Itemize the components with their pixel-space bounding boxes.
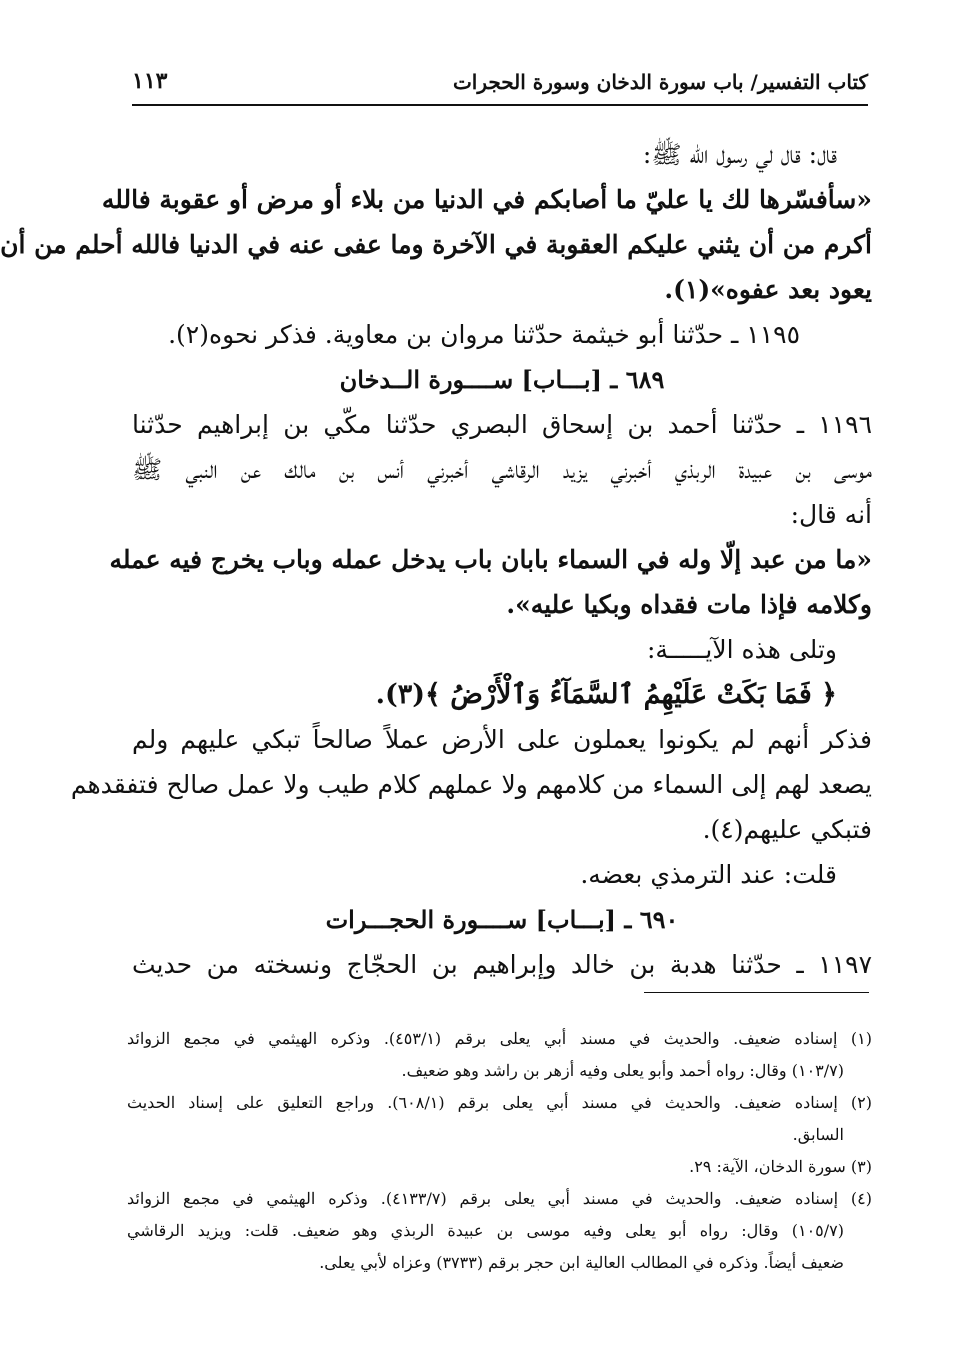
text-line: موسى بن عبيدة الربذي أخبرني يزيد الرقاشي أخبرني أنس بن مالك عن النبي ﷺ bbox=[132, 455, 872, 484]
footnote-separator bbox=[644, 992, 869, 993]
footnote-2-continuation: السابق. bbox=[792, 1125, 844, 1144]
footnote-1-continuation: (١٠٣/٧) وقال: رواه أحمد وأبو يعلى وفيه أزهر بن راشد وهو ضعيف. bbox=[401, 1061, 844, 1080]
section-heading-690: ٦٩٠ ـ [بـــاب] ســــورة الحجـــرات bbox=[325, 905, 679, 934]
text-line: وتلى هذه الآيـــــة: bbox=[646, 635, 837, 664]
running-title: كتاب التفسير/ باب سورة الدخان وسورة الحجرات bbox=[452, 70, 868, 94]
text-line: قلت: عند الترمذي بعضه. bbox=[580, 860, 837, 889]
hadith-line: أكرم من أن يثني عليكم العقوبة في الآخرة وما عفى عنه في الدنيا فالله أحلم من أن bbox=[0, 230, 872, 259]
text-line: فذكر أنهم لم يكونوا يعملون على الأرض عملاً صالحاً تبكي عليهم ولم bbox=[132, 725, 872, 754]
main-text bbox=[0, 132, 872, 987]
hadith-entry-1197: ١١٩٧ ـ حدّثنا هدبة بن خالد وإبراهيم بن الحجّاج ونسخته من حديث bbox=[132, 950, 872, 979]
footnote-4: (٤) إسناده ضعيف. والحديث في مسند أبي يعلى برقم (٤١٣٣/٧). وذكره الهيثمي في مجمع الزوائد bbox=[127, 1189, 872, 1208]
text-line: أنه قال: bbox=[790, 500, 872, 529]
footnotes bbox=[127, 1023, 872, 1279]
page-number: ١١٣ bbox=[132, 68, 168, 94]
hadith-line: «ما من عبد إلّا وله في السماء بابان باب يدخل عمله وباب يخرج فيه عمله bbox=[109, 545, 872, 574]
hadith-line: يعود بعد عفوه»(١). bbox=[664, 275, 872, 304]
footnote-1: (١) إسناده ضعيف. والحديث في مسند أبي يعلى برقم (٤٥٣/١). وذكره الهيثمي في مجمع الزوائد bbox=[127, 1029, 872, 1048]
hadith-line: «سأفسّرها لك يا عليّ ما أصابكم في الدنيا من بلاء أو مرض أو عقوبة فالله bbox=[101, 185, 872, 214]
quran-verse: ﴿ فَمَا بَكَتْ عَلَيْهِمُ ٱلسَّمَآءُ وَٱلْأَرْضُ ﴾(٣). bbox=[375, 679, 837, 710]
hadith-entry-1196: ١١٩٦ ـ حدّثنا أحمد بن إسحاق البصري حدّثنا مكّي بن إبراهيم حدّثنا bbox=[132, 410, 872, 439]
footnote-4-continuation: ضعيف أيضاً. وذكره في المطالب العالية ابن حجر برقم (٣٧٣٣) وعزاه لأبي يعلى. bbox=[319, 1253, 844, 1272]
page-header bbox=[132, 66, 868, 106]
section-heading-689: ٦٨٩ ـ [بـــاب] ســــورة الــدخان bbox=[339, 365, 665, 394]
text-line: فتبكي عليهم(٤). bbox=[702, 815, 872, 844]
text-line: يصعد لهم إلى السماء من كلامهم ولا عملهم كلام طيب ولا عمل صالح فتفقدهم bbox=[70, 770, 872, 799]
hadith-entry-1195: ١١٩٥ ـ حدّثنا أبو خيثمة حدّثنا مروان بن معاوية. فذكر نحوه(٢). bbox=[168, 320, 800, 349]
footnote-4-continuation: (١٠٥/٧) وقال: رواه أبو يعلى وفيه موسى بن عبيدة الربذي وهو ضعيف. قلت: ويزيد الرقاشي bbox=[127, 1221, 844, 1240]
footnote-2: (٢) إسناده ضعيف. والحديث في مسند أبي يعلى برقم (٦٠٨/١). وراجع التعليق على إسناد الحديث bbox=[127, 1093, 872, 1112]
footnote-3: (٣) سورة الدخان، الآية: ٢٩. bbox=[689, 1157, 872, 1176]
hadith-line: وكلامه فإذا مات فقداه وبكيا عليه». bbox=[506, 590, 872, 619]
text-line: قال: قال لي رسول الله ﷺ: bbox=[642, 140, 837, 169]
